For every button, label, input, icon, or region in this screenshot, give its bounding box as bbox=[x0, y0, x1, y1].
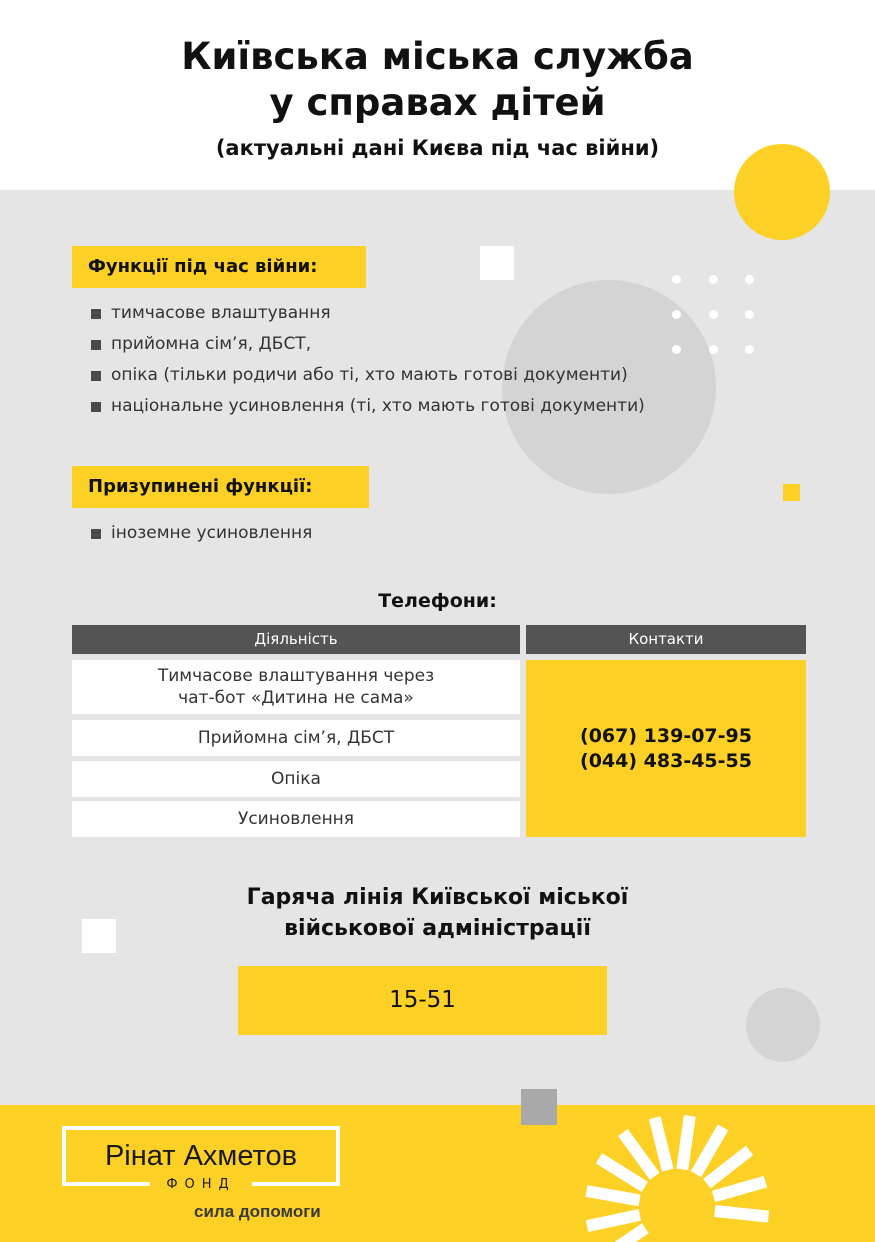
row-text: Прийомна сім’я, ДБСТ bbox=[197, 728, 395, 748]
fund-slogan: сила допомоги bbox=[194, 1202, 321, 1221]
column-header-contacts: Контакти bbox=[526, 625, 806, 654]
decor-dot bbox=[745, 310, 754, 319]
sun-rays-icon bbox=[585, 1112, 770, 1242]
decor-dot bbox=[709, 310, 718, 319]
contacts-cell bbox=[526, 660, 806, 837]
hotline-title-line: Гаряча лінія Київської міської bbox=[246, 885, 629, 910]
title-line-2: у справах дітей bbox=[269, 81, 606, 124]
list-item: прийомна сім’я, ДБСТ, bbox=[91, 329, 645, 360]
row-text-line: чат-бот «Дитина не сама» bbox=[178, 688, 414, 708]
bullet-square-icon bbox=[91, 529, 101, 539]
decor-dot bbox=[745, 275, 754, 284]
table-row bbox=[72, 761, 520, 797]
phone-number[interactable]: (067) 139-07-95 bbox=[580, 724, 752, 747]
list-item: національне усиновлення (ті, хто мають готові документи) bbox=[91, 391, 645, 422]
decor-square-white bbox=[480, 246, 514, 280]
decor-dot bbox=[672, 310, 681, 319]
decor-square-gray bbox=[521, 1089, 557, 1125]
functions-list bbox=[91, 298, 645, 422]
row-text: Опіка bbox=[271, 769, 321, 789]
decor-square-yellow bbox=[783, 484, 800, 501]
list-item: іноземне усиновлення bbox=[91, 518, 312, 549]
phone-number[interactable]: (044) 483-45-55 bbox=[580, 749, 752, 772]
bullet-square-icon bbox=[91, 309, 101, 319]
fund-logo-subtitle: ФОНД bbox=[150, 1178, 252, 1192]
page-title bbox=[0, 34, 875, 126]
decor-dot bbox=[709, 345, 718, 354]
bullet-square-icon bbox=[91, 340, 101, 350]
row-text-line: Тимчасове влаштування через bbox=[157, 666, 435, 686]
suspended-list bbox=[91, 518, 312, 549]
decor-dot bbox=[709, 275, 718, 284]
list-item: тимчасове влаштування bbox=[91, 298, 645, 329]
title-line-1: Київська міська служба bbox=[181, 35, 694, 78]
decor-dot bbox=[672, 275, 681, 284]
decor-dot bbox=[672, 345, 681, 354]
phones-title: Телефони: bbox=[378, 590, 497, 612]
column-header-activity: Діяльність bbox=[72, 625, 520, 654]
hotline-title bbox=[0, 882, 875, 944]
table-row bbox=[72, 720, 520, 756]
suspended-label: Призупинені функції: bbox=[72, 466, 369, 508]
decor-dot bbox=[745, 345, 754, 354]
hotline-number[interactable]: 15-51 bbox=[238, 966, 607, 1035]
functions-label: Функції під час війни: bbox=[72, 246, 366, 288]
decor-circle-yellow bbox=[734, 144, 830, 240]
row-text: Усиновлення bbox=[237, 809, 355, 829]
bullet-square-icon bbox=[91, 402, 101, 412]
table-row bbox=[72, 660, 520, 714]
list-item: опіка (тільки родичи або ті, хто мають готові документи) bbox=[91, 360, 645, 391]
decor-circle-gray-small bbox=[746, 988, 820, 1062]
table-row bbox=[72, 801, 520, 837]
hotline-title-line: військової адміністрації bbox=[284, 916, 591, 941]
bullet-square-icon bbox=[91, 371, 101, 381]
fund-logo: Рінат Ахметов bbox=[62, 1126, 340, 1186]
page-subtitle: (актуальні дані Києва під час війни) bbox=[215, 136, 660, 160]
